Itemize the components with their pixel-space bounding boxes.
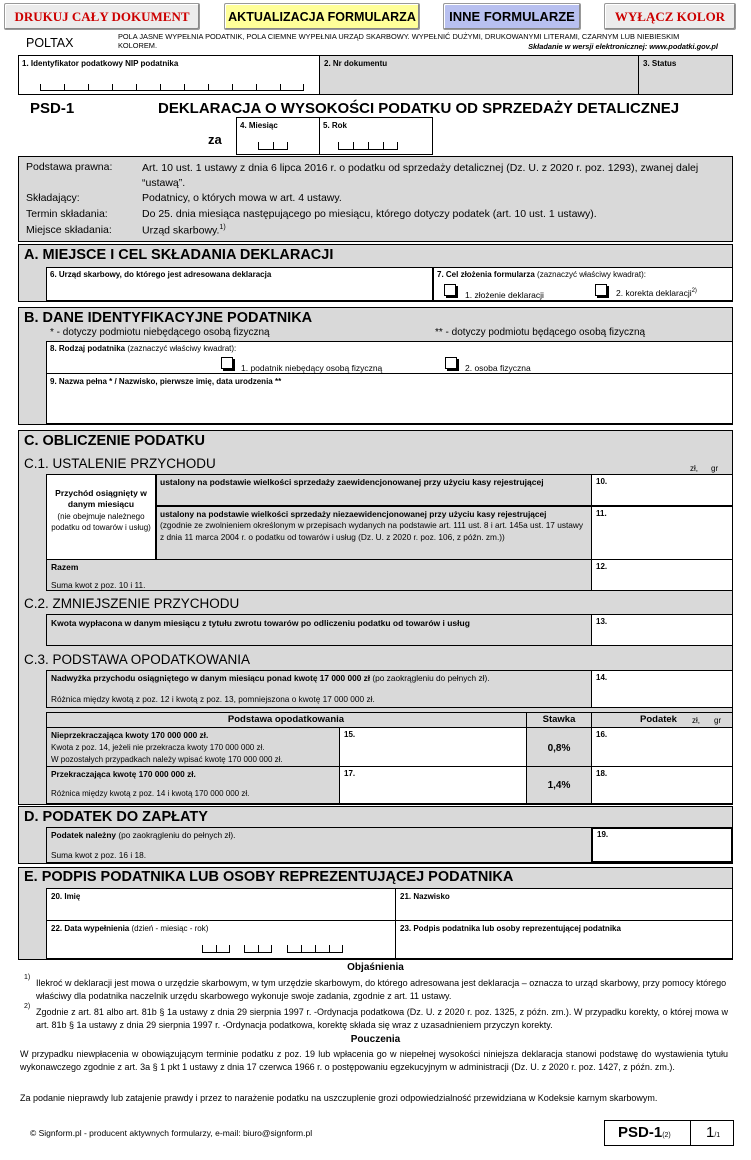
gr-label: gr (711, 464, 719, 473)
year-label: 5. Rok (323, 121, 348, 130)
row-14-title: Nadwyżka przychodu osiągniętego w danym miesiącu ponad kwotę 17 000 000 zł (po zaokrągleniu do pełnych zł). (51, 673, 490, 683)
divider (591, 712, 592, 728)
year-digits (338, 142, 398, 150)
opt-legal-person-label: 1. podatnik niebędący osobą fizyczną (241, 363, 383, 373)
form-code: PSD-1 (30, 100, 75, 117)
first-name-field[interactable] (46, 888, 396, 921)
print-button[interactable]: DRUKUJ CAŁY DOKUMENT (4, 3, 200, 30)
deadline-text: Do 25. dnia miesiąca następującego po miesiącu, którego dotyczy podatek (art. 10 ust. 1 ustawy). (142, 208, 597, 220)
deadline-label: Termin składania: (26, 208, 108, 220)
field-10-num: 10. (596, 477, 608, 486)
field-13-num: 13. (596, 617, 608, 626)
row-11-title: ustalony na podstawie wielkości sprzedaży niezaewidencjonowanej przy użyciu kasy rejestrującej (160, 509, 547, 519)
row-12-hint: Suma kwot z poz. 10 i 11. (51, 580, 146, 590)
c2-title: C.2. ZMNIEJSZENIE PRZYCHODU (24, 596, 240, 611)
th-tax: Podatek (640, 714, 677, 725)
nip-label: 1. Identyfikator podatkowy NIP podatnika (22, 59, 179, 68)
field-15-num: 15. (344, 730, 356, 739)
last-name-label: 21. Nazwisko (400, 892, 450, 901)
c1-title: C.1. USTALENIE PRZYCHODU (24, 456, 216, 471)
revenue-hint: (nie obejmuje należnego podatku od towarów i usług) (51, 512, 151, 532)
date-month-digits (244, 945, 272, 953)
field-19-num: 19. (597, 830, 609, 839)
form-title: DEKLARACJA O WYSOKOŚCI PODATKU OD SPRZEDAŻY DETALICZNEJ (158, 100, 680, 117)
field-18[interactable] (591, 766, 733, 804)
section-e-title: E. PODPIS PODATNIKA LUB OSOBY REPREZENTUJĄCEJ PODATNIKA (24, 869, 514, 885)
checkbox-natural-person[interactable] (445, 357, 457, 369)
date-year-digits (287, 945, 343, 953)
divider (526, 712, 527, 728)
date-day-digits (202, 945, 230, 953)
field-14[interactable] (591, 670, 733, 708)
month-label: 4. Miesiąc (240, 121, 278, 130)
instructions-title: Pouczenia (350, 1034, 401, 1045)
opt-correction-label: 2. korekta deklaracji$^{2)}$ (616, 288, 697, 298)
note-legal-person: * - dotyczy podmiotu niebędącego osobą fizyczną (50, 327, 270, 338)
note-natural-person: ** - dotyczy podmiotu będącego osobą fizyczną (435, 327, 646, 338)
row-15-hint1: Kwota z poz. 14, jeżeli nie przekracza kwoty 170 000 000 zł. (51, 743, 265, 752)
brand-label: POLTAX (26, 36, 74, 50)
divider (690, 1120, 691, 1146)
zl-label: zł, (690, 464, 698, 473)
purpose-label: 7. Cel złożenia formularza (zaznaczyć właściwy kwadrat): (437, 270, 646, 279)
row-12-title: Razem (51, 562, 79, 572)
full-name-label: 9. Nazwa pełna * / Nazwisko, pierwsze imię, data urodzenia ** (50, 377, 282, 386)
field-12-num: 12. (596, 562, 608, 571)
field-11-num: 11. (596, 509, 607, 518)
filer-label: Składający: (26, 192, 80, 204)
field-17[interactable] (339, 766, 527, 804)
field-18-num: 18. (596, 769, 608, 778)
status-label: 3. Status (643, 59, 677, 68)
th-rate: Stawka (542, 714, 576, 725)
place-text: Urząd skarbowy.$^{1)}$ (142, 224, 226, 237)
section-c-title: C. OBLICZENIE PODATKU (24, 433, 205, 449)
electronic-filing-note: Składanie w wersji elektronicznej: www.podatki.gov.pl (528, 42, 718, 51)
doc-number-label: 2. Nr dokumentu (324, 59, 388, 68)
row-15-title: Nieprzekraczająca kwoty 170 000 000 zł. (51, 730, 209, 740)
instruction-1: W przypadku niewpłacenia w obowiązującym terminie podatku z poz. 19 lub wpłacenia go w niepełnej wysokości niniejsza deklaracja stanowi podstawę do wystawienia tytułu wykonawczego zgodnie z art. 3a § 1 pkt 1 ustawy z dnia 17 czerwca 1966 r. o postępowaniu egzekucyjnym w administracji (Dz. U. z 2020 r. poz. 1427, z późn. zm.). (20, 1049, 728, 1072)
opt-natural-person-label: 2. osoba fizyczna (465, 363, 531, 373)
place-label: Miejsce składania: (26, 224, 112, 236)
taxpayer-type-label: 8. Rodzaj podatnika (zaznaczyć właściwy kwadrat): (50, 344, 237, 353)
field-13[interactable] (591, 614, 733, 646)
instruction-2: Za podanie nieprawdy lub zatajenie prawdy i przez to narażenie podatku na uszczuplenie grozi odpowiedzialność przewidziana w Kodeksie karnym skarbowym. (20, 1093, 658, 1103)
rate-2: 1,4% (547, 780, 571, 791)
update-button[interactable]: AKTUALIZACJA FORMULARZA (224, 3, 420, 30)
date-label: 22. Data wypełnienia (dzień - miesiąc - rok) (51, 924, 209, 933)
th-zl: zł, (692, 716, 700, 725)
th-base: Podstawa opodatkowania (227, 714, 345, 725)
first-name-label: 20. Imię (51, 892, 81, 901)
row-11-text: (zgodnie ze zwolnieniem określonym w przepisach wydanych na podstawie art. 111 ust. 8 i art. 145a ust. 17 ustawy z dnia 11 marca 2004 r. o podatku od towarów i usług (Dz. U. z 2020 r. poz. 106, z późn. zm.)) (160, 520, 584, 542)
month-digits (258, 142, 288, 150)
row-17-title: Przekraczająca kwotę 170 000 000 zł. (51, 769, 196, 779)
field-15[interactable] (339, 727, 527, 767)
revenue-label: Przychód osiągnięty w danym miesiącu (55, 488, 147, 509)
filer-text: Podatnicy, o których mowa w art. 4 ustawy. (142, 192, 342, 204)
notes-title: Objaśnienia (347, 962, 404, 973)
footer-credit: © Signform.pl - producent aktywnych formularzy, e-mail: biuro@signform.pl (30, 1128, 313, 1138)
field-12[interactable] (591, 559, 733, 591)
note-1: Ilekroć w deklaracji jest mowa o urzędzie skarbowym, w tym urzędzie skarbowym, do którego adresowana jest deklaracja – oznacza to urząd skarbowy, przy pomocy którego właściwy dla podatnika naczelnik urzędu skarbowego wykonuje swoje zadania, zgodnie z art. 11 ustawy. (36, 978, 727, 1001)
footer-page: 1/1 (706, 1124, 721, 1141)
field-19[interactable] (591, 827, 733, 863)
checkbox-declaration[interactable] (444, 284, 456, 296)
row-19-hint: Suma kwot z poz. 16 i 18. (51, 850, 147, 860)
signature-label: 23. Podpis podatnika lub osoby reprezentującej podatnika (400, 924, 621, 933)
note-2: Zgodnie z art. 81 albo art. 81b § 1a ustawy z dnia 29 sierpnia 1997 r. -Ordynacja podatkowa (Dz. U. z 2020 r. poz. 1325, z późn. zm.). W przypadku korekty, o której mowa w art. 81b § 1a ustawy z dnia 29 sierpnia 1997 r. -Ordynacja podatkowa, korektę składa się wraz z uzasadnieniem przyczyn korekty. (36, 1007, 728, 1030)
rate-1: 0,8% (547, 743, 571, 754)
row-13-text: Kwota wypłacona w danym miesiącu z tytułu zwrotu towarów po odliczeniu podatku od towarów i usług (51, 618, 470, 628)
other-forms-button[interactable]: INNE FORMULARZE (443, 3, 581, 30)
note-2-sup: 2) (24, 1003, 31, 1010)
field-17-num: 17. (344, 769, 356, 778)
note-1-sup: 1) (24, 974, 31, 981)
period-za: za (208, 132, 222, 147)
c3-title: C.3. PODSTAWA OPODATKOWANIA (24, 652, 251, 667)
color-toggle-button[interactable]: WYŁĄCZ KOLOR (604, 3, 736, 30)
nip-digit-grid (40, 84, 304, 91)
tax-office-label: 6. Urząd skarbowy, do którego jest adresowana deklaracja (50, 270, 272, 279)
field-16-num: 16. (596, 730, 608, 739)
section-b-title: B. DANE IDENTYFIKACYJNE PODATNIKA (24, 310, 313, 326)
section-d-title: D. PODATEK DO ZAPŁATY (24, 809, 208, 825)
section-a-title: A. MIEJSCE I CEL SKŁADANIA DEKLARACJI (24, 247, 334, 263)
footer-code: PSD-1(2) (618, 1124, 671, 1141)
field-16[interactable] (591, 727, 733, 767)
field-14-num: 14. (596, 673, 608, 682)
row-19-title: Podatek należny (po zaokrągleniu do pełnych zł). (51, 830, 236, 840)
field-11[interactable] (591, 506, 733, 560)
basis-label: Podstawa prawna: (26, 161, 113, 173)
row-17-hint: Różnica między kwotą z poz. 14 i kwotą 170 000 000 zł. (51, 789, 250, 798)
basis-text: Art. 10 ust. 1 ustawy z dnia 6 lipca 2016 r. o podatku od sprzedaży detalicznej (Dz. U. z 2020 r. poz. 1293), zwanej dalej “ustawą”. (142, 162, 699, 189)
row-14-hint: Różnica między kwotą z poz. 12 i kwotą z poz. 13, pomniejszona o kwotę 17 000 000 zł. (51, 694, 375, 704)
row-15-hint2: W pozostałych przypadkach należy wpisać kwotę 170 000 000 zł. (51, 755, 283, 764)
field-10[interactable] (591, 474, 733, 506)
instructions-text: POLA JASNE WYPEŁNIA PODATNIK, POLA CIEMNE WYPEŁNIA URZĄD SKARBOWY. WYPEŁNIĆ DUŻYMI, DRUKOWANYMI LITERAMI, CZARNYM LUB NIEBIESKIM KOLOREM. (118, 32, 680, 50)
opt-declaration-label: 1. złożenie deklaracji (465, 290, 544, 300)
th-gr: gr (714, 716, 722, 725)
divider (638, 55, 639, 95)
checkbox-correction[interactable] (595, 284, 607, 296)
checkbox-legal-person[interactable] (221, 357, 233, 369)
row-10-text: ustalony na podstawie wielkości sprzedaży zaewidencjonowanej przy użyciu kasy rejestrującej (160, 477, 544, 487)
